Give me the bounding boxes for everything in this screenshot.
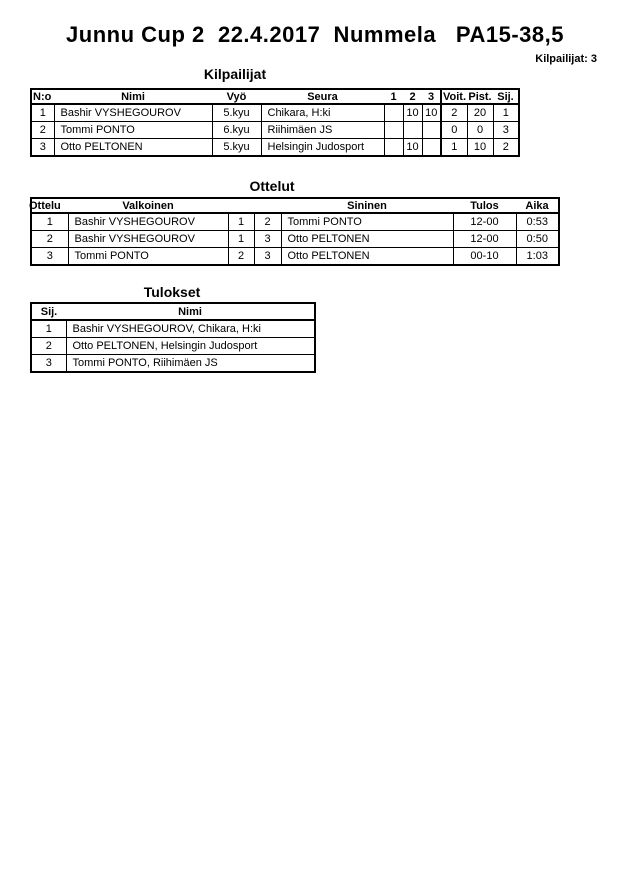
result-name-club: Bashir VYSHEGOUROV, Chikara, H:ki [66, 320, 315, 338]
result-name-club: Otto PELTONEN, Helsingin Judosport [66, 338, 315, 355]
competitor-row [31, 122, 519, 139]
competitors-section-heading: Kilpailijat [203, 66, 267, 82]
results-table [30, 302, 316, 373]
white-competitor-no: 1 [228, 231, 254, 248]
competitors-table-grid [30, 88, 520, 157]
white-competitor-no: 2 [228, 248, 254, 266]
competitor-round1-score [384, 139, 403, 157]
column-header-place: Sij. [31, 303, 66, 320]
competitor-place: 1 [493, 104, 519, 122]
blue-competitor-no: 2 [254, 213, 281, 231]
match-result: 12-00 [453, 213, 516, 231]
white-competitor-no: 1 [228, 213, 254, 231]
column-header-time: Aika [516, 198, 559, 213]
blue-competitor-no: 3 [254, 248, 281, 266]
matches-section-heading: Ottelut [249, 178, 295, 194]
blue-competitor-name: Otto PELTONEN [281, 231, 453, 248]
result-row [31, 355, 315, 373]
result-place: 3 [31, 355, 66, 373]
competitor-place: 3 [493, 122, 519, 139]
competitor-points: 10 [467, 139, 493, 157]
column-header-round2: 2 [403, 89, 422, 104]
competitor-row [31, 139, 519, 157]
competitor-round2-score: 10 [403, 104, 422, 122]
result-name-club: Tommi PONTO, Riihimäen JS [66, 355, 315, 373]
match-result: 12-00 [453, 231, 516, 248]
competitor-no: 3 [31, 139, 54, 157]
results-header-row [31, 303, 315, 320]
competitor-wins: 2 [441, 104, 467, 122]
competitor-round3-score: 10 [422, 104, 441, 122]
column-header-white-no [228, 198, 254, 213]
column-header-round1: 1 [384, 89, 403, 104]
match-time: 0:50 [516, 231, 559, 248]
competitors-header-row [31, 89, 519, 104]
match-no: 1 [31, 213, 68, 231]
column-header-blue-no [254, 198, 281, 213]
result-row [31, 320, 315, 338]
result-row [31, 338, 315, 355]
column-header-no: N:o [31, 89, 54, 104]
match-no: 2 [31, 231, 68, 248]
match-row [31, 231, 559, 248]
competitor-club: Riihimäen JS [261, 122, 384, 139]
column-header-club: Seura [261, 89, 384, 104]
column-header-result: Tulos [453, 198, 516, 213]
results-section-heading: Tulokset [143, 284, 201, 300]
competitor-belt: 5.kyu [212, 104, 261, 122]
page-title: Junnu Cup 2 22.4.2017 Nummela PA15-38,5 [66, 22, 564, 47]
results-table-grid [30, 302, 316, 373]
competitor-no: 2 [31, 122, 54, 139]
blue-competitor-name: Tommi PONTO [281, 213, 453, 231]
competitor-wins: 0 [441, 122, 467, 139]
result-place: 1 [31, 320, 66, 338]
result-place: 2 [31, 338, 66, 355]
competitor-club: Chikara, H:ki [261, 104, 384, 122]
column-header-match: Ottelu [28, 198, 65, 213]
match-time: 0:53 [516, 213, 559, 231]
match-time: 1:03 [516, 248, 559, 266]
match-no: 3 [31, 248, 68, 266]
competitor-name: Tommi PONTO [54, 122, 212, 139]
match-row [31, 248, 559, 266]
column-header-blue: Sininen [281, 198, 453, 213]
competitor-club: Helsingin Judosport [261, 139, 384, 157]
competitor-round1-score [384, 104, 403, 122]
match-result: 00-10 [453, 248, 516, 266]
column-header-name: Nimi [66, 303, 315, 320]
competitor-round3-score [422, 122, 441, 139]
column-header-place: Sij. [493, 89, 519, 104]
competitor-points: 20 [467, 104, 493, 122]
competitor-round2-score: 10 [403, 139, 422, 157]
competitor-count-label: Kilpailijat: 3 [535, 53, 597, 65]
blue-competitor-no: 3 [254, 231, 281, 248]
white-competitor-name: Bashir VYSHEGOUROV [68, 213, 228, 231]
competitor-name: Bashir VYSHEGOUROV [54, 104, 212, 122]
matches-header-row [31, 198, 559, 213]
competitor-round3-score [422, 139, 441, 157]
competitor-belt: 5.kyu [212, 139, 261, 157]
competitors-table [30, 88, 520, 157]
matches-table-grid [30, 197, 560, 266]
competitor-row [31, 104, 519, 122]
competitor-round2-score [403, 122, 422, 139]
competitor-name: Otto PELTONEN [54, 139, 212, 157]
white-competitor-name: Bashir VYSHEGOUROV [68, 231, 228, 248]
white-competitor-name: Tommi PONTO [68, 248, 228, 266]
competitor-place: 2 [493, 139, 519, 157]
matches-table [30, 197, 560, 266]
competitor-belt: 6.kyu [212, 122, 261, 139]
column-header-white: Valkoinen [68, 198, 228, 213]
column-header-points: Pist. [468, 90, 492, 103]
column-header-wins: Voit. [442, 90, 466, 103]
competitor-round1-score [384, 122, 403, 139]
competitor-points: 0 [467, 122, 493, 139]
column-header-name: Nimi [54, 89, 212, 104]
match-row [31, 213, 559, 231]
column-header-round3: 3 [422, 89, 441, 104]
competitor-wins: 1 [441, 139, 467, 157]
competitor-no: 1 [31, 104, 54, 122]
blue-competitor-name: Otto PELTONEN [281, 248, 453, 266]
column-header-belt: Vyö [212, 89, 261, 104]
